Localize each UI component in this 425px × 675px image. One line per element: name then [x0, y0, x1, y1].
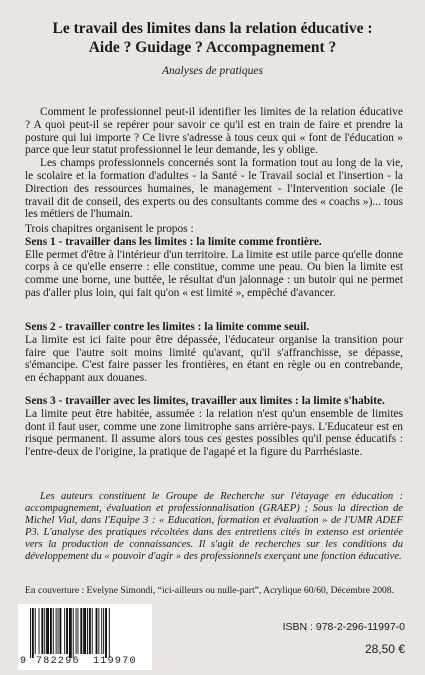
barcode-bar: [103, 608, 104, 654]
barcode-bar: [44, 608, 45, 654]
barcode-digits-right: 119970: [93, 656, 137, 667]
section-1-text: Elle permet d'être à l'intérieur d'un territoire. La limite est utile parce qu'elle donne corps à ce qu'elle enserre : elle constitue, comme une peau. Ou bien la limite est comme une borne, une buttée, le résultat d'un jalonnage : un butoir qui ne permet pas d'aller plus loin, qui fait qu'on « est limité », empêché d'avancer.: [25, 248, 403, 299]
barcode-bar: [66, 608, 68, 654]
barcode-bar: [35, 608, 36, 654]
authors-note: [25, 491, 403, 563]
section-2-block: [25, 321, 403, 385]
book-subtitle: Analyses de pratiques: [162, 65, 263, 77]
barcode-digit-first: 9: [20, 656, 27, 667]
barcode-bar: [39, 608, 40, 654]
barcode-bar: [87, 608, 88, 654]
barcode-bar: [59, 608, 61, 654]
cover-credit: En couverture : Evelyne Simondi, “ici-ailleurs ou nulle-part”, Acrylique 60/60, Décembre 2008.: [25, 585, 394, 596]
barcode-bar: [78, 608, 79, 654]
barcode-bar: [73, 608, 74, 658]
section-2-heading: Sens 2 - travailler contre les limites : la limite comme seuil.: [25, 321, 310, 333]
intro-block: [25, 106, 403, 221]
barcode-bar: [56, 608, 57, 654]
title-line-2: Aide ? Guidage ? Accompagnement ?: [88, 39, 337, 56]
section-1-heading: Sens 1 - travailler dans les limites : la limite comme frontière.: [25, 235, 322, 248]
barcode-bar: [58, 608, 59, 654]
barcode-bar: [32, 608, 34, 658]
barcode-bar: [50, 608, 52, 654]
barcode-bar: [92, 608, 93, 654]
chapters-intro: Trois chapitres organisent le propos :: [25, 223, 194, 235]
section-3-block: [25, 395, 403, 459]
section-2-text: La limite est ici faite pour être dépassée, l'éducateur organise la transition pour faire que l'autre soit moins limité qu'avant, qu'il s'affranchisse, se dépasse, s'émancipe. C'est faire passer les frontières, en étant en règle ou en contrebande, en échappant aux douanes.: [25, 333, 403, 385]
authors-paragraph: Les auteurs constituent le Groupe de Recherche sur l'étayage en éducation : accompagnement, évaluation et professionnalisation (GRAEP) ; Sous la direction de Michel Vial, dans l'Equipe 3 : « Education, formation et évaluation » de l'UMR ADEF P3. L'analyse des pratiques récoltées dans des entretiens cités in extenso est orientée vers la production de connaissances. Il s'agit de recherches sur les conditions du développement du « pouvoir d'agir » des professionnels exerçant une fonction éducative.: [25, 491, 403, 562]
barcode-bar: [53, 608, 54, 654]
barcode: [18, 604, 152, 670]
intro-paragraph-2: Les champs professionnels concernés sont la formation tout au long de la vie, le scolaire et la formation d'adultes - la Santé - le Travail social et l'insertion - la Direction des ressources humaines, le management - l'Intervention sociale (le travail dit de conseil, des experts ou des consultants comme des « coachs »)... tous les métiers de l'humain.: [25, 157, 403, 221]
barcode-bar: [69, 608, 72, 658]
barcode-bar: [98, 608, 99, 654]
barcode-bar: [80, 608, 82, 654]
price-label: 28,50 €: [364, 642, 405, 656]
barcode-bar: [101, 608, 102, 654]
barcode-bar: [64, 608, 65, 654]
section-3-heading: Sens 3 - travailler avec les limites, travailler aux limites : la limite s'habite.: [25, 395, 385, 407]
barcode-digits-left: 782296: [36, 656, 80, 667]
barcode-bar: [30, 608, 31, 658]
barcode-bar: [41, 608, 43, 654]
section-3-text: La limite peut être habitée, assumée : la relation n'est qu'un ensemble de limites dont il faut user, comme une zone limitrophe sans arrière-pays. L'Educateur est en risque permanent. Il assume alors tous ces gestes possibles qu'il pense éducatifs : l'entre-deux de l'origine, la pratique de l'agapé et la figure du Parrhésiaste.: [25, 407, 403, 459]
title-line-1: Le travail des limites dans la relation éducative :: [52, 20, 373, 37]
barcode-bar: [89, 608, 91, 654]
barcode-bar: [96, 608, 98, 654]
barcode-bar: [105, 608, 107, 658]
barcode-bar: [76, 608, 77, 654]
barcode-bar: [46, 608, 49, 654]
barcode-bar: [83, 608, 86, 654]
barcode-bar: [109, 608, 110, 658]
chapters-block: [25, 223, 403, 300]
book-title: [20, 19, 405, 57]
isbn-label: ISBN : 978-2-296-11997-0: [282, 621, 405, 633]
intro-paragraph-1: Comment le professionnel peut-il identifier les limites de la relation éducative ? A quoi peut-il se repérer pour savoir ce qu'il est en train de faire et prendre la posture qui lui importe ? Ce livre s'adresse à tous ceux qui « font de l'éducation » parce que leur statut professionnel le leur demande, les y oblige.: [25, 106, 403, 157]
